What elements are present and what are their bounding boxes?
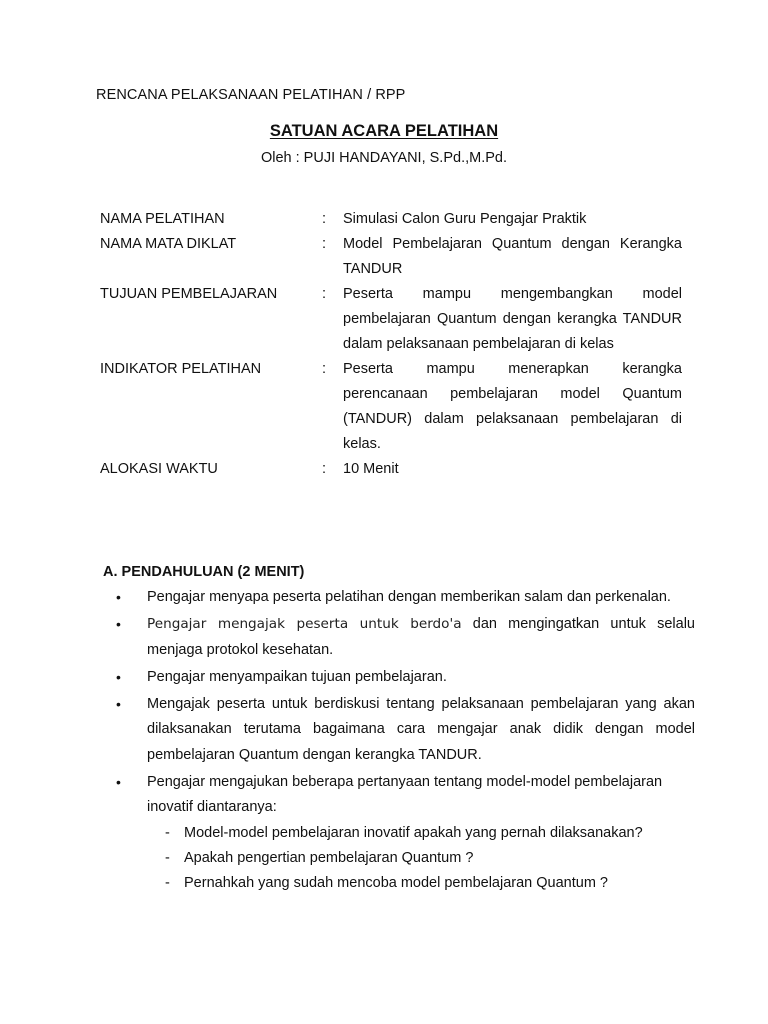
info-row-nama-pelatihan bbox=[100, 207, 682, 232]
info-row-alokasi-waktu bbox=[100, 457, 682, 482]
bullet-icon: • bbox=[116, 695, 121, 712]
bullet-icon: • bbox=[116, 616, 121, 632]
info-label: INDIKATOR PELATIHAN bbox=[100, 361, 262, 377]
list-item-text: Pengajar mengajukan beberapa pertanyaan tentang model-model pembelajaran inovatif diantaranya: bbox=[147, 773, 663, 815]
info-colon: : bbox=[322, 461, 327, 477]
dash-icon: - bbox=[165, 849, 170, 866]
info-colon: : bbox=[322, 361, 327, 377]
question-item bbox=[103, 846, 695, 871]
info-label: TUJUAN PEMBELAJARAN bbox=[100, 286, 278, 302]
info-label: NAMA MATA DIKLAT bbox=[100, 236, 237, 252]
list-item bbox=[103, 692, 695, 769]
info-row-tujuan-pembelajaran bbox=[100, 282, 682, 357]
info-label: NAMA PELATIHAN bbox=[100, 211, 225, 227]
list-item bbox=[103, 770, 695, 896]
list-item-text: Pengajar menyampaikan tujuan pembelajaran. bbox=[147, 668, 447, 685]
list-item-text-part: Pengajar mengajak peserta untuk berdo'a bbox=[147, 616, 462, 632]
document-title: SATUAN ACARA PELATIHAN bbox=[269, 122, 499, 140]
section-pendahuluan bbox=[103, 560, 695, 897]
list-item-text: Mengajak peserta untuk berdiskusi tentang pelaksanaan pembelajaran yang akan dilaksanakan terutama bagaimana cara mengajar anak didik dengan model pembelajaran Quantum dengan kerangka TANDUR. bbox=[147, 695, 695, 763]
question-text: Model-model pembelajaran inovatif apakah yang pernah dilaksanakan? bbox=[184, 824, 643, 841]
bullet-icon: • bbox=[116, 589, 121, 605]
question-item bbox=[103, 821, 695, 846]
info-value: Peserta mampu menerapkan kerangka perencanaan pembelajaran model Quantum (TANDUR) dalam pelaksanaan pembelajaran di kelas. bbox=[343, 361, 682, 452]
list-item bbox=[103, 585, 695, 611]
info-label: ALOKASI WAKTU bbox=[100, 461, 218, 477]
document-author: Oleh : PUJI HANDAYANI, S.Pd.,M.Pd. bbox=[260, 150, 508, 166]
info-table bbox=[100, 207, 682, 482]
info-row-indikator-pelatihan bbox=[100, 357, 682, 457]
question-list bbox=[103, 821, 695, 896]
question-item bbox=[103, 871, 695, 896]
info-value: Model Pembelajaran Quantum dengan Kerangka TANDUR bbox=[343, 236, 682, 277]
question-text: Pernahkah yang sudah mencoba model pembelajaran Quantum ? bbox=[184, 874, 608, 891]
list-item bbox=[103, 665, 695, 691]
bullet-icon: • bbox=[116, 773, 121, 790]
bullet-icon: • bbox=[116, 668, 121, 685]
info-colon: : bbox=[322, 211, 327, 227]
section-title: A. PENDAHULUAN (2 MENIT) bbox=[103, 564, 305, 580]
dash-icon: - bbox=[165, 874, 170, 891]
bullet-list bbox=[103, 585, 695, 896]
info-value: 10 Menit bbox=[343, 461, 399, 477]
info-colon: : bbox=[322, 236, 327, 252]
question-text: Apakah pengertian pembelajaran Quantum ? bbox=[184, 849, 474, 866]
document-header: RENCANA PELAKSANAAN PELATIHAN / RPP bbox=[96, 87, 406, 103]
list-item-text-part: dan mengingatkan untuk selalu menjaga protokol kesehatan. bbox=[147, 616, 695, 658]
info-value: Peserta mampu mengembangkan model pembelajaran Quantum dengan kerangka TANDUR dalam pelaksanaan pembelajaran di kelas bbox=[343, 286, 682, 352]
dash-icon: - bbox=[165, 824, 170, 841]
list-item bbox=[103, 612, 695, 663]
info-colon: : bbox=[322, 286, 327, 302]
info-row-nama-mata-diklat bbox=[100, 232, 682, 282]
list-item-text: Pengajar menyapa peserta pelatihan dengan memberikan salam dan perkenalan. bbox=[147, 589, 671, 605]
info-value: Simulasi Calon Guru Pengajar Praktik bbox=[343, 211, 587, 227]
